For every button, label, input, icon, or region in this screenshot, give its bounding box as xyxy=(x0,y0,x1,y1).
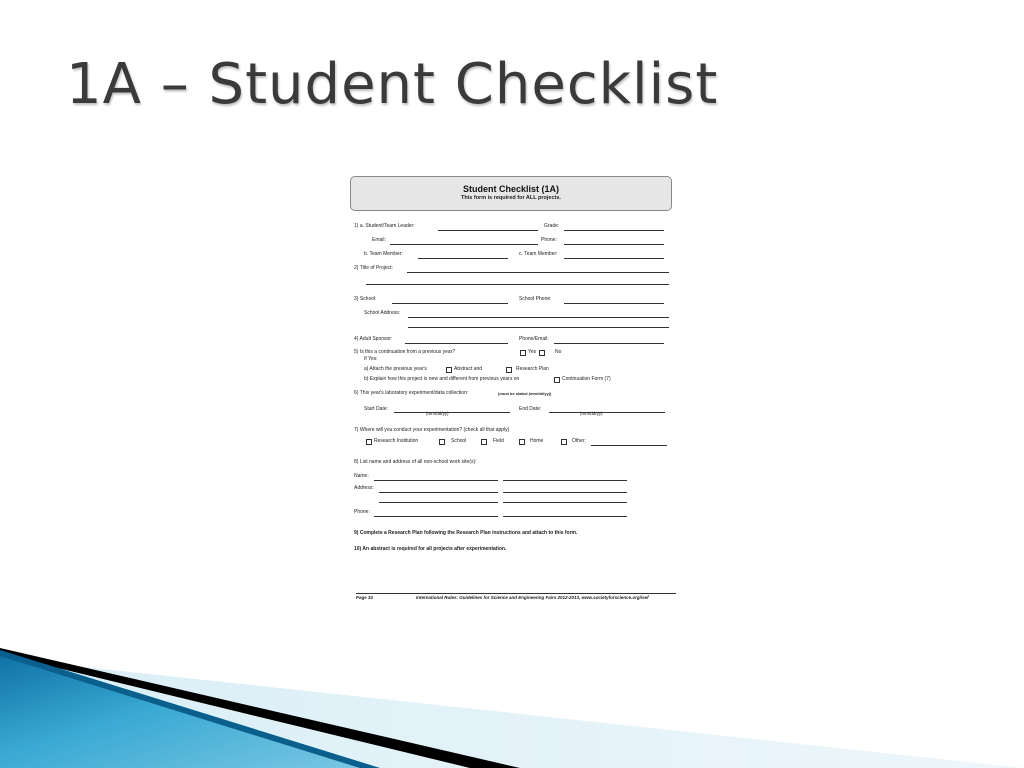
grade-label: Grade: xyxy=(544,223,560,229)
yes-checkbox[interactable] xyxy=(520,350,526,356)
site-address-line-4[interactable] xyxy=(503,502,627,503)
email-line[interactable] xyxy=(390,244,538,245)
field-label: Field xyxy=(493,438,504,444)
home-checkbox[interactable] xyxy=(519,439,525,445)
project-title-label: 2) Title of Project: xyxy=(354,265,393,271)
adult-sponsor-label: 4) Adult Sponsor: xyxy=(354,336,393,342)
site-name-line-1[interactable] xyxy=(374,480,498,481)
student-team-leader-label: 1) a. Student/Team Leader: xyxy=(354,223,415,229)
end-date-format: (mm/dd/yy) xyxy=(580,411,603,416)
home-label: Home xyxy=(530,438,544,444)
explain-label: b) Explain how this project is new and different from previous years on xyxy=(364,376,520,382)
experiment-dates-label: 6) This year's laboratory experiment/data collection: xyxy=(354,390,469,396)
experiment-location-label: 7) Where will you conduct your experimentation? (check all that apply) xyxy=(354,427,510,433)
date-format-note: (must be stated (mm/dd/yy)) xyxy=(498,391,552,396)
work-sites-label: 8) List name and address of all non-school work site(s): xyxy=(354,459,477,465)
continuation-form-label: Continuation Form (7) xyxy=(562,376,611,382)
school-address-label: School Address: xyxy=(364,310,401,316)
school-address-line-1[interactable] xyxy=(408,317,669,318)
yes-label: Yes xyxy=(528,349,537,355)
form-subtitle: This form is required for ALL projects. xyxy=(461,195,561,201)
other-line[interactable] xyxy=(591,445,667,446)
form-header xyxy=(350,176,672,211)
abstract-instruction: 10) An abstract is required for all projects after experimentation. xyxy=(354,546,507,552)
phone-line[interactable] xyxy=(564,244,664,245)
end-date-label: End Date: xyxy=(519,406,542,412)
site-phone-label: Phone: xyxy=(354,509,370,515)
continuation-question: 5) Is this a continuation from a previous year? xyxy=(354,349,456,355)
school-label: 3) School: xyxy=(354,296,377,302)
field-checkbox[interactable] xyxy=(481,439,487,445)
site-address-line-2[interactable] xyxy=(503,492,627,493)
school-checkbox[interactable] xyxy=(439,439,445,445)
school-line[interactable] xyxy=(392,303,508,304)
phone-email-label: Phone/Email: xyxy=(519,336,549,342)
decorative-swoosh xyxy=(0,640,1024,768)
footer-rule xyxy=(356,593,676,594)
research-institution-checkbox[interactable] xyxy=(366,439,372,445)
other-label: Other: xyxy=(572,438,586,444)
phone-label: Phone: xyxy=(541,237,557,243)
site-name-line-2[interactable] xyxy=(503,480,627,481)
team-member-c-line[interactable] xyxy=(564,258,664,259)
site-address-label: Address: xyxy=(354,485,374,491)
project-title-line-1[interactable] xyxy=(407,272,669,273)
site-phone-line-2[interactable] xyxy=(503,516,627,517)
start-date-label: Start Date: xyxy=(364,406,388,412)
site-phone-line-1[interactable] xyxy=(374,516,498,517)
if-yes-label: If Yes: xyxy=(364,356,378,362)
adult-sponsor-line[interactable] xyxy=(405,343,508,344)
site-name-label: Name: xyxy=(354,473,369,479)
abstract-label: Abstract and xyxy=(454,366,483,372)
project-title-line-2[interactable] xyxy=(366,284,669,285)
student-checklist-form xyxy=(350,176,680,606)
no-label: No xyxy=(555,349,562,355)
abstract-checkbox[interactable] xyxy=(446,367,452,373)
team-member-b-line[interactable] xyxy=(418,258,508,259)
grade-line[interactable] xyxy=(564,230,664,231)
footer-citation: International Rules: Guidelines for Science and Engineering Fairs 2012-2013, www.societyforscience.org/isef xyxy=(416,595,649,600)
student-team-leader-line[interactable] xyxy=(438,230,538,231)
start-date-format: (mm/dd/yy) xyxy=(426,411,449,416)
slide-title: 1A – Student Checklist xyxy=(66,52,719,117)
continuation-form-checkbox[interactable] xyxy=(554,377,560,383)
school-option-label: School xyxy=(451,438,467,444)
start-date-line[interactable] xyxy=(394,412,510,413)
form-title: Student Checklist (1A) xyxy=(462,184,559,194)
phone-email-line[interactable] xyxy=(554,343,664,344)
research-plan-label: Research Plan xyxy=(516,366,549,372)
other-checkbox[interactable] xyxy=(561,439,567,445)
site-address-line-3[interactable] xyxy=(379,502,498,503)
school-phone-label: School Phone: xyxy=(519,296,552,302)
attach-previous-label: a) Attach the previous year's xyxy=(364,366,427,372)
email-label: Email: xyxy=(372,237,386,243)
team-member-c-label: c. Team Member: xyxy=(519,251,558,257)
end-date-line[interactable] xyxy=(549,412,665,413)
research-institution-label: Research Institution xyxy=(374,438,419,444)
research-plan-instruction: 9) Complete a Research Plan following the Research Plan instructions and attach to this form. xyxy=(354,530,578,536)
site-address-line-1[interactable] xyxy=(379,492,498,493)
footer-page-number: Page 32 xyxy=(356,595,374,600)
team-member-b-label: b. Team Member: xyxy=(364,251,403,257)
research-plan-checkbox[interactable] xyxy=(506,367,512,373)
no-checkbox[interactable] xyxy=(539,350,545,356)
school-address-line-2[interactable] xyxy=(408,327,669,328)
school-phone-line[interactable] xyxy=(564,303,664,304)
